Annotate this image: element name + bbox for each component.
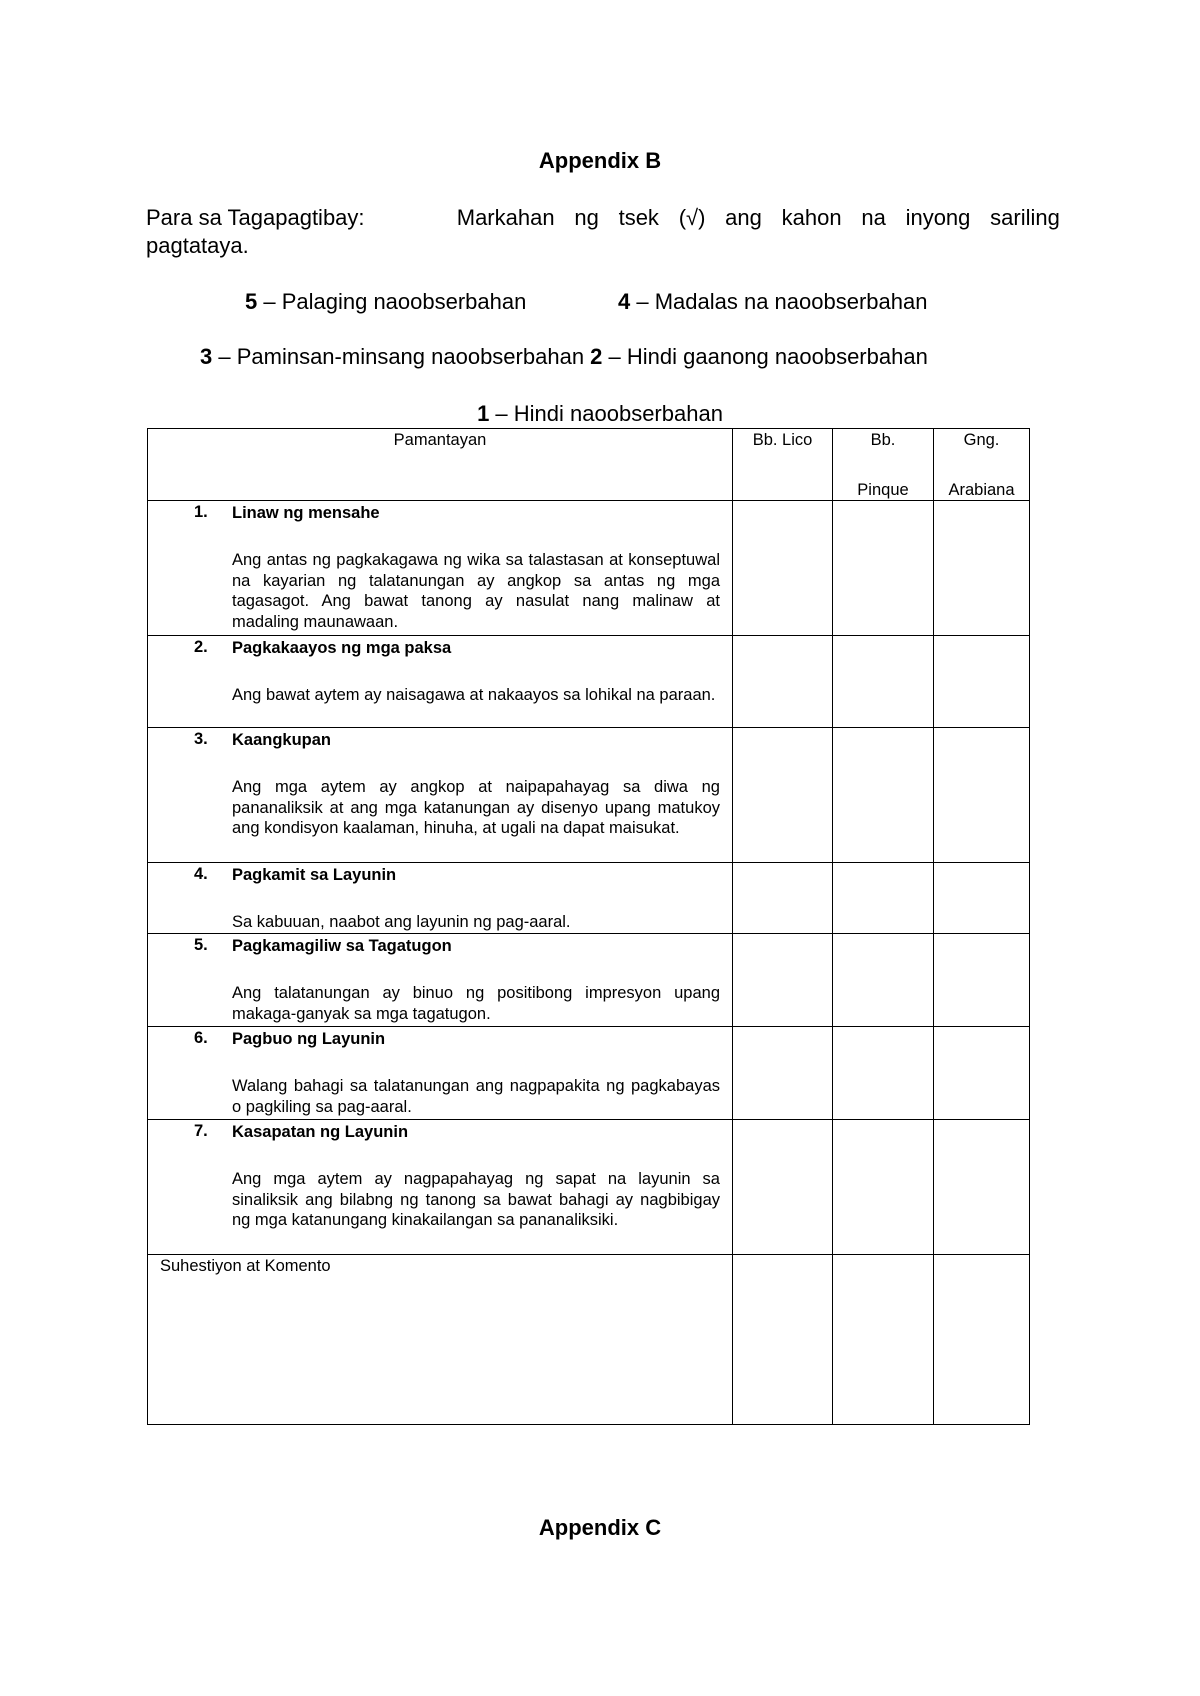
rating-cell-gng-arabiana[interactable]: [934, 636, 1030, 728]
header-gng-arabiana: Gng. Arabiana: [934, 429, 1030, 501]
criterion-cell: [148, 636, 733, 728]
rating-cell-bb-lico[interactable]: [733, 1120, 833, 1255]
legend-item-1: 1 – Hindi naoobserbahan: [477, 401, 723, 426]
instructions: [146, 204, 1060, 260]
criterion-number: 4.: [194, 865, 208, 883]
criterion-name: Kasapatan ng Layunin: [232, 1123, 409, 1141]
rating-cell-bb-pinque[interactable]: [833, 501, 934, 636]
header-bb-pinque: Bb. Pinque: [833, 429, 934, 501]
criterion-name: Pagkamagiliw sa Tagatugon: [232, 937, 452, 955]
criterion-cell: [148, 501, 733, 636]
criterion-name: Pagbuo ng Layunin: [232, 1030, 386, 1048]
criterion-description: Ang antas ng pagkakagawa ng wika sa talastasan at konseptuwal na kayarian ng talatanungan ay angkop sa antas ng mga tagasagot. Ang bawat tanong ay nasulat nang malinaw at madaling maunawaan.: [232, 551, 720, 631]
instruction-word: kahon: [781, 205, 842, 230]
rating-cell-bb-lico[interactable]: [733, 863, 833, 934]
header-bb-lico: Bb. Lico: [733, 429, 833, 501]
rating-cell-bb-lico[interactable]: [733, 1027, 833, 1120]
rating-cell-bb-lico[interactable]: [733, 728, 833, 863]
comment-cell-bb-lico[interactable]: [733, 1255, 833, 1425]
rating-cell-gng-arabiana[interactable]: [934, 1120, 1030, 1255]
criterion-cell: [148, 934, 733, 1027]
appendix-c-title: Appendix C: [538, 1515, 662, 1540]
rating-cell-bb-pinque[interactable]: [833, 863, 934, 934]
criterion-number: 2.: [194, 638, 208, 656]
criterion-description: Ang mga aytem ay angkop at naipapahayag sa diwa ng pananaliksik at ang mga katanungan ay disenyo upang matukoy ang kondisyon kaalaman, hinuha, at ugali na dapat maisukat.: [232, 778, 720, 837]
appendix-b-title: Appendix B: [538, 148, 662, 173]
criterion-number: 1.: [194, 503, 208, 521]
comment-cell-bb-pinque[interactable]: [833, 1255, 934, 1425]
rating-cell-bb-lico[interactable]: [733, 501, 833, 636]
criterion-cell: [148, 1027, 733, 1120]
rating-cell-bb-lico[interactable]: [733, 636, 833, 728]
table-row: [148, 934, 1030, 1027]
comment-cell-gng-arabiana[interactable]: [934, 1255, 1030, 1425]
table-row: [148, 728, 1030, 863]
criterion-cell: [148, 1120, 733, 1255]
criterion-description: Ang talatanungan ay binuo ng positibong impresyon upang makaga-ganyak sa mga tagatugon.: [232, 984, 720, 1023]
instruction-word: ang: [725, 205, 762, 230]
rating-cell-gng-arabiana[interactable]: [934, 934, 1030, 1027]
criterion-description: Ang mga aytem ay nagpapahayag ng sapat na layunin sa sinaliksik ang bilabng ng tanong sa bawat bahagi ay nagbibigay ng mga katanungang kinakailangan sa pananaliksiki.: [232, 1170, 720, 1229]
table-row: [148, 863, 1030, 934]
criterion-number: 3.: [194, 730, 208, 748]
legend-row-3: [0, 401, 1200, 427]
rating-cell-gng-arabiana[interactable]: [934, 728, 1030, 863]
table-row: [148, 501, 1030, 636]
criterion-cell: [148, 863, 733, 934]
evaluation-table: [147, 428, 1030, 1425]
table-row: [148, 1120, 1030, 1255]
instruction-word: (√): [678, 205, 706, 230]
criterion-name: Kaangkupan: [232, 731, 332, 749]
instruction-word: Markahan: [456, 205, 555, 230]
table-row: [148, 1027, 1030, 1120]
criterion-description: Ang bawat aytem ay naisagawa at nakaayos sa lohikal na paraan.: [232, 686, 716, 704]
instructions-lead: Para sa Tagapagtibay:: [146, 205, 365, 230]
criterion-cell: [148, 728, 733, 863]
comments-label: Suhestiyon at Komento: [160, 1257, 331, 1275]
legend-item-5: 5 – Palaging naoobserbahan: [245, 289, 527, 314]
instruction-word: inyong: [905, 205, 971, 230]
table-header-row: [148, 429, 1030, 501]
criterion-number: 7.: [194, 1122, 208, 1140]
criterion-name: Pagkakaayos ng mga paksa: [232, 639, 452, 657]
rating-cell-bb-pinque[interactable]: [833, 728, 934, 863]
comments-row: [148, 1255, 1030, 1425]
rating-cell-bb-lico[interactable]: [733, 934, 833, 1027]
legend-items-3-2: 3 – Paminsan-minsang naoobserbahan 2 – Hindi gaanong naoobserbahan: [200, 344, 928, 369]
criterion-description: Walang bahagi sa talatanungan ang nagpapakita ng pagkabayas o pagkiling sa pag-aaral.: [232, 1077, 720, 1116]
criterion-number: 6.: [194, 1029, 208, 1047]
criterion-description: Sa kabuuan, naabot ang layunin ng pag-aaral.: [232, 913, 571, 931]
rating-cell-gng-arabiana[interactable]: [934, 863, 1030, 934]
instruction-word: ng: [574, 205, 599, 230]
instruction-word: sariling: [990, 205, 1060, 230]
table-row: [148, 636, 1030, 728]
criterion-name: Pagkamit sa Layunin: [232, 866, 397, 884]
rating-cell-bb-pinque[interactable]: [833, 636, 934, 728]
rating-cell-gng-arabiana[interactable]: [934, 501, 1030, 636]
criterion-number: 5.: [194, 936, 208, 954]
legend-item-4: 4 – Madalas na naoobserbahan: [618, 289, 928, 314]
rating-cell-bb-pinque[interactable]: [833, 934, 934, 1027]
instructions-line-1: [146, 204, 1060, 232]
comments-cell[interactable]: [148, 1255, 733, 1425]
instructions-line-2: pagtataya.: [146, 233, 249, 258]
rating-cell-bb-pinque[interactable]: [833, 1120, 934, 1255]
criterion-name: Linaw ng mensahe: [232, 504, 380, 522]
rating-cell-gng-arabiana[interactable]: [934, 1027, 1030, 1120]
rating-cell-bb-pinque[interactable]: [833, 1027, 934, 1120]
header-pamantayan: Pamantayan: [148, 429, 733, 501]
instruction-word: na: [861, 205, 886, 230]
instruction-word: tsek: [618, 205, 659, 230]
